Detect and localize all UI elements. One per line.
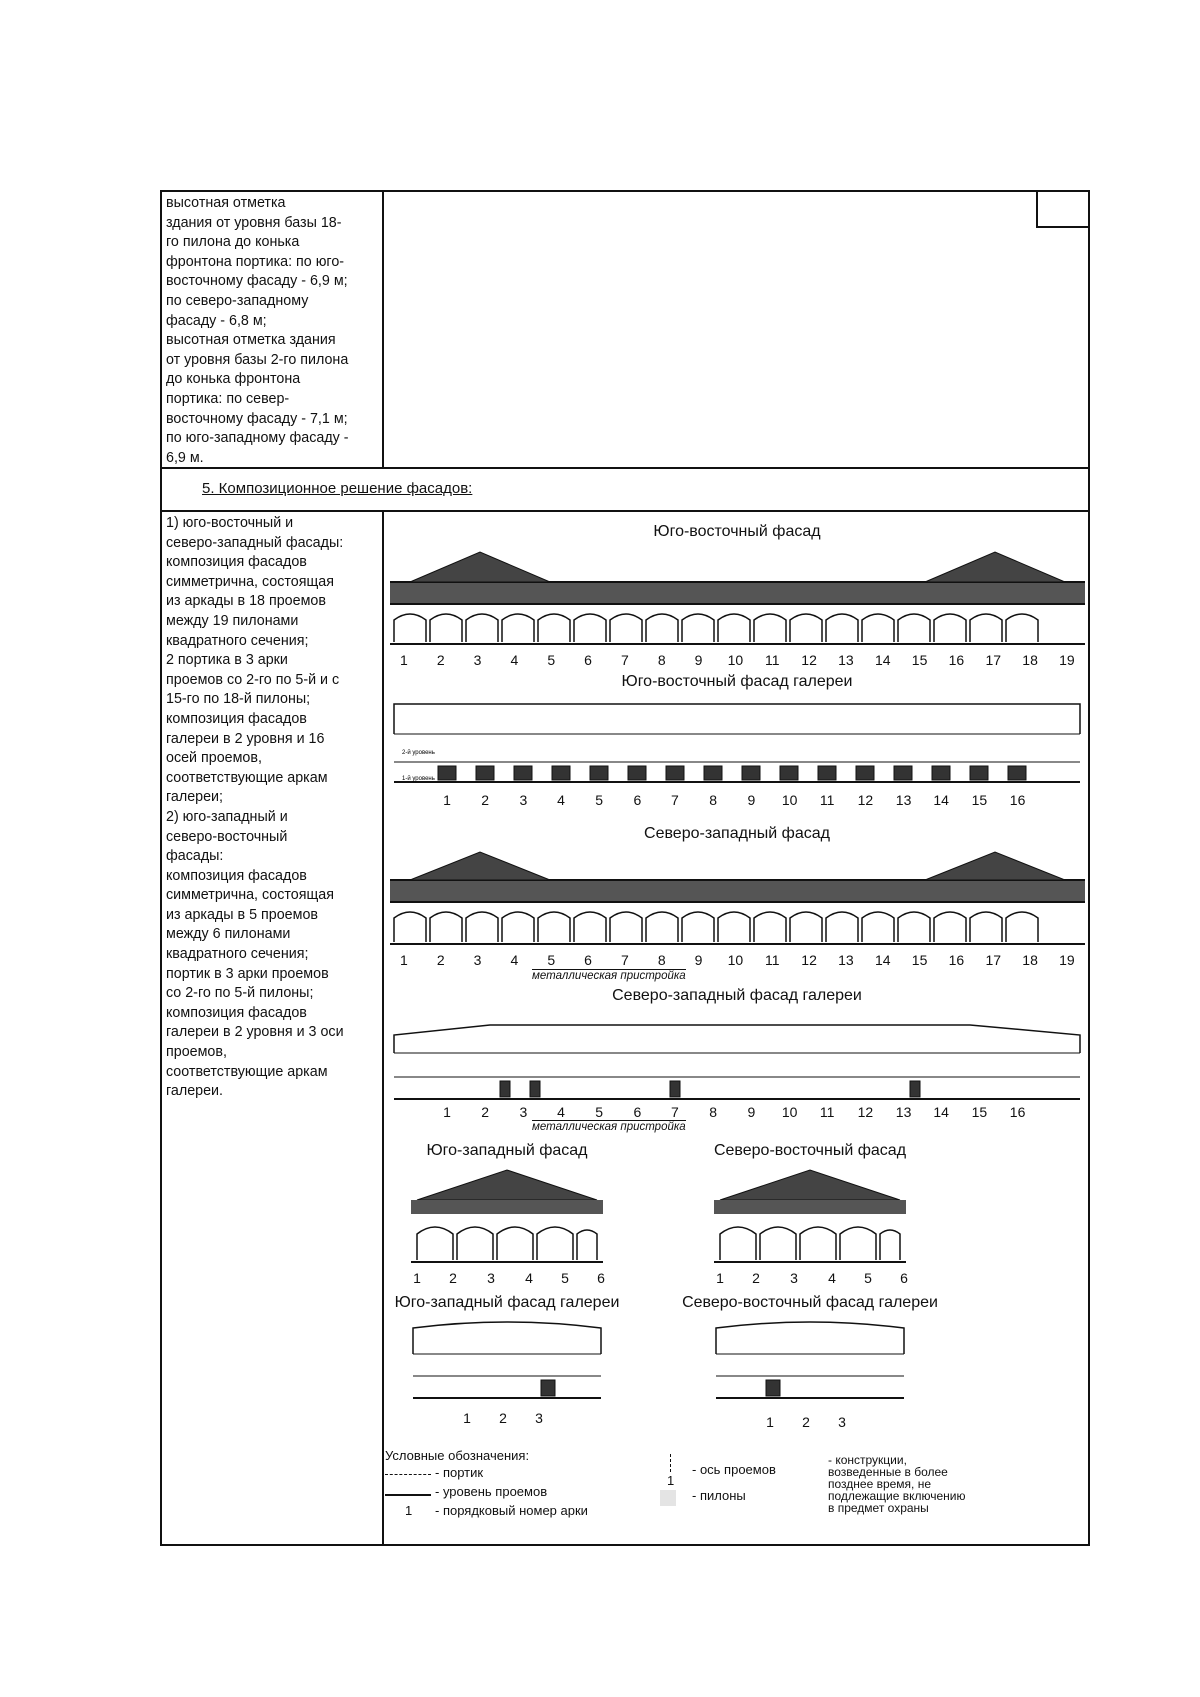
axis-number: 1	[463, 1410, 471, 1426]
sw-gallery-title: Юго-западный фасад галереи	[394, 1294, 620, 1311]
axis-number: 1	[443, 792, 451, 808]
arch-number: 18	[1022, 652, 1038, 668]
ne-gallery-numbers	[710, 1414, 910, 1432]
sw-gallery-drawing	[407, 1314, 607, 1402]
arch-number: 4	[510, 952, 519, 968]
sw-facade-title: Юго-западный фасад	[426, 1142, 588, 1159]
axis-number: 13	[895, 1104, 912, 1120]
arch-number: 7	[621, 652, 629, 668]
axis-number: 9	[747, 792, 756, 808]
level-label: 2-й уровень	[402, 750, 435, 756]
se-facade-drawing	[390, 542, 1085, 650]
axis-number: 15	[971, 1104, 988, 1120]
legend-axis-swatch	[670, 1454, 671, 1472]
axis-number: 2	[481, 1104, 490, 1120]
legend-axis-symbol: 1	[667, 1473, 675, 1488]
nw-gallery-openings	[500, 1081, 920, 1097]
arch-number: 3	[790, 1270, 798, 1286]
legend-arch-number: - порядковый номер арки	[435, 1503, 588, 1518]
legend-later-constructions: - конструкции, возведенные в более позднее время, не подлежащие включению в предмет охраны	[828, 1453, 966, 1515]
arch-number: 14	[874, 952, 891, 968]
arch-number: 1	[399, 652, 408, 668]
arch-number: 19	[1059, 652, 1075, 668]
arch-number: 9	[694, 652, 703, 668]
arch-number: 3	[487, 1270, 495, 1286]
axis-number: 10	[781, 792, 798, 808]
arch-number: 16	[948, 652, 965, 668]
se-gallery-drawing	[390, 694, 1085, 786]
arch-number: 1	[399, 952, 408, 968]
arch-number: 19	[1059, 952, 1075, 968]
arch-number: 7	[621, 952, 629, 968]
arch-number: 9	[694, 952, 703, 968]
axis-number: 8	[709, 1104, 718, 1120]
arch-number: 13	[838, 952, 854, 968]
axis-number: 2	[802, 1414, 810, 1430]
arch-number: 12	[801, 652, 817, 668]
left-cell-heights: высотная отметка здания от уровня базы 18- го пилона до конька фронтона портика: по юго- восточному фасаду - 6,9 м; по северо-западному фасаду - 6,8 м; высотная отметка здания от уровня базы 2-го пилона до конька фронтона портика: по север- восточному фасаду - 7,1 м; по юго-западному фасаду - 6,9 м.	[166, 195, 349, 466]
axis-number: 3	[535, 1410, 543, 1426]
arch-number: 5	[547, 952, 556, 968]
document-table	[160, 190, 1090, 1546]
nw-facade-arches	[394, 912, 1038, 942]
arch-number: 1	[716, 1270, 724, 1286]
arch-number: 5	[547, 652, 556, 668]
sw-gallery-numbers	[407, 1410, 607, 1428]
axis-number: 2	[481, 792, 490, 808]
sw-facade-numbers	[407, 1270, 607, 1288]
column-divider	[382, 192, 384, 467]
nw-gallery-drawing	[390, 1007, 1085, 1103]
axis-number: 16	[1009, 792, 1026, 808]
arch-number: 13	[838, 652, 854, 668]
axis-number: 16	[1009, 1104, 1026, 1120]
arch-number: 10	[727, 652, 744, 668]
arch-number: 15	[911, 952, 928, 968]
arch-number: 1	[413, 1270, 421, 1286]
nw-facade-note: металлическая пристройка	[532, 970, 686, 982]
arch-number: 3	[473, 652, 482, 668]
column-divider	[382, 510, 384, 1546]
arch-number: 12	[801, 952, 817, 968]
nw-gallery-numbers	[390, 1104, 1085, 1122]
axis-number: 6	[633, 1104, 642, 1120]
arch-number: 16	[948, 952, 965, 968]
axis-number: 10	[781, 1104, 798, 1120]
arch-number: 18	[1022, 952, 1038, 968]
arch-number: 4	[828, 1270, 836, 1286]
ne-gallery-title: Северо-восточный фасад галереи	[682, 1294, 938, 1311]
axis-number: 13	[895, 792, 912, 808]
axis-number: 14	[933, 1104, 949, 1120]
axis-number: 3	[519, 792, 528, 808]
corner-box	[1036, 190, 1090, 228]
arch-number: 11	[764, 652, 780, 668]
arch-number: 11	[764, 952, 780, 968]
legend-pylon-swatch	[660, 1490, 676, 1506]
arch-number: 6	[597, 1270, 605, 1286]
arch-number: 6	[584, 952, 592, 968]
ne-facade-drawing	[710, 1164, 910, 1264]
legend-opening-level: - уровень проемов	[435, 1484, 548, 1499]
level-label: 1-й уровень	[402, 776, 435, 782]
nw-facade-drawing	[390, 844, 1085, 948]
axis-number: 5	[595, 792, 604, 808]
axis-number: 2	[499, 1410, 507, 1426]
arch-number: 6	[584, 652, 592, 668]
axis-number: 11	[819, 1104, 835, 1120]
ne-facade-numbers	[710, 1270, 910, 1288]
se-facade-title: Юго-восточный фасад	[653, 523, 821, 540]
arch-number: 2	[449, 1270, 457, 1286]
axis-number: 12	[857, 1104, 874, 1120]
legend-portico-swatch	[385, 1474, 431, 1475]
nw-facade-numbers	[390, 952, 1085, 970]
nw-gallery-title: Северо-западный фасад галереи	[612, 987, 862, 1004]
arch-number: 8	[657, 652, 666, 668]
table-divider	[162, 510, 1088, 512]
se-gallery-numbers	[390, 792, 1085, 810]
legend-pylons: - пилоны	[692, 1488, 746, 1503]
axis-number: 5	[595, 1104, 604, 1120]
axis-number: 12	[857, 792, 874, 808]
arch-number: 6	[900, 1270, 908, 1286]
legend-axis: - ось проемов	[692, 1462, 776, 1477]
arch-number: 2	[436, 952, 445, 968]
nw-facade-title: Северо-западный фасад	[644, 825, 830, 842]
axis-number: 15	[971, 792, 988, 808]
axis-number: 11	[819, 792, 835, 808]
arch-number: 8	[657, 952, 666, 968]
se-facade-arches	[394, 614, 1038, 642]
axis-number: 3	[519, 1104, 528, 1120]
left-cell-composition: 1) юго-восточный и северо-западный фасады: композиция фасадов симметрична, состоящая из аркады в 18 проемов между 19 пилонами квадратного сечения; 2 портика в 3 арки проемов со 2-го по 5-й и с 15-го по 18-й пилоны; композиция фасадов галереи в 2 уровня и 16 осей проемов, соответствующие аркам галереи; 2) юго-западный и северо-восточный фасады: композиция фасадов симметрична, состоящая из аркады в 5 проемов между 6 пилонами квадратного сечения; портик в 3 арки проемов со 2-го по 5-й пилоны; композиция фасадов галереи в 2 уровня и 3 оси проемов, соответствующие аркам галереи.	[166, 515, 344, 1100]
se-gallery-title: Юго-восточный фасад галереи	[621, 673, 853, 690]
arch-number: 15	[911, 652, 928, 668]
arch-number: 2	[436, 652, 445, 668]
arch-number: 4	[525, 1270, 533, 1286]
legend-level-swatch	[385, 1494, 431, 1496]
ne-facade-title: Северо-восточный фасад	[713, 1142, 907, 1159]
axis-number: 4	[557, 1104, 565, 1120]
arch-number: 2	[752, 1270, 760, 1286]
arch-number: 5	[561, 1270, 569, 1286]
se-facade-numbers	[390, 652, 1085, 670]
arch-number: 14	[874, 652, 891, 668]
axis-number: 7	[671, 1104, 679, 1120]
se-gallery-openings	[438, 766, 1026, 780]
axis-number: 8	[709, 792, 718, 808]
legend-arch-number-symbol: 1	[405, 1503, 413, 1518]
axis-number: 6	[633, 792, 642, 808]
ne-gallery-drawing	[710, 1314, 910, 1402]
axis-number: 7	[671, 792, 679, 808]
legend-portico: - портик	[435, 1465, 484, 1480]
axis-number: 4	[557, 792, 565, 808]
axis-number: 9	[747, 1104, 756, 1120]
arch-number: 10	[727, 952, 744, 968]
legend-heading: Условные обозначения:	[385, 1448, 530, 1463]
axis-number: 1	[443, 1104, 451, 1120]
arch-number: 4	[510, 652, 519, 668]
nw-gallery-note: металлическая пристройка	[532, 1121, 686, 1133]
arch-number: 3	[473, 952, 482, 968]
axis-number: 1	[766, 1414, 774, 1430]
axis-number: 14	[933, 792, 949, 808]
sw-facade-drawing	[407, 1164, 607, 1264]
arch-number: 17	[985, 652, 1002, 668]
arch-number: 5	[864, 1270, 872, 1286]
axis-number: 3	[838, 1414, 846, 1430]
arch-number: 17	[985, 952, 1002, 968]
section-title: 5. Композиционное решение фасадов:	[202, 480, 473, 497]
